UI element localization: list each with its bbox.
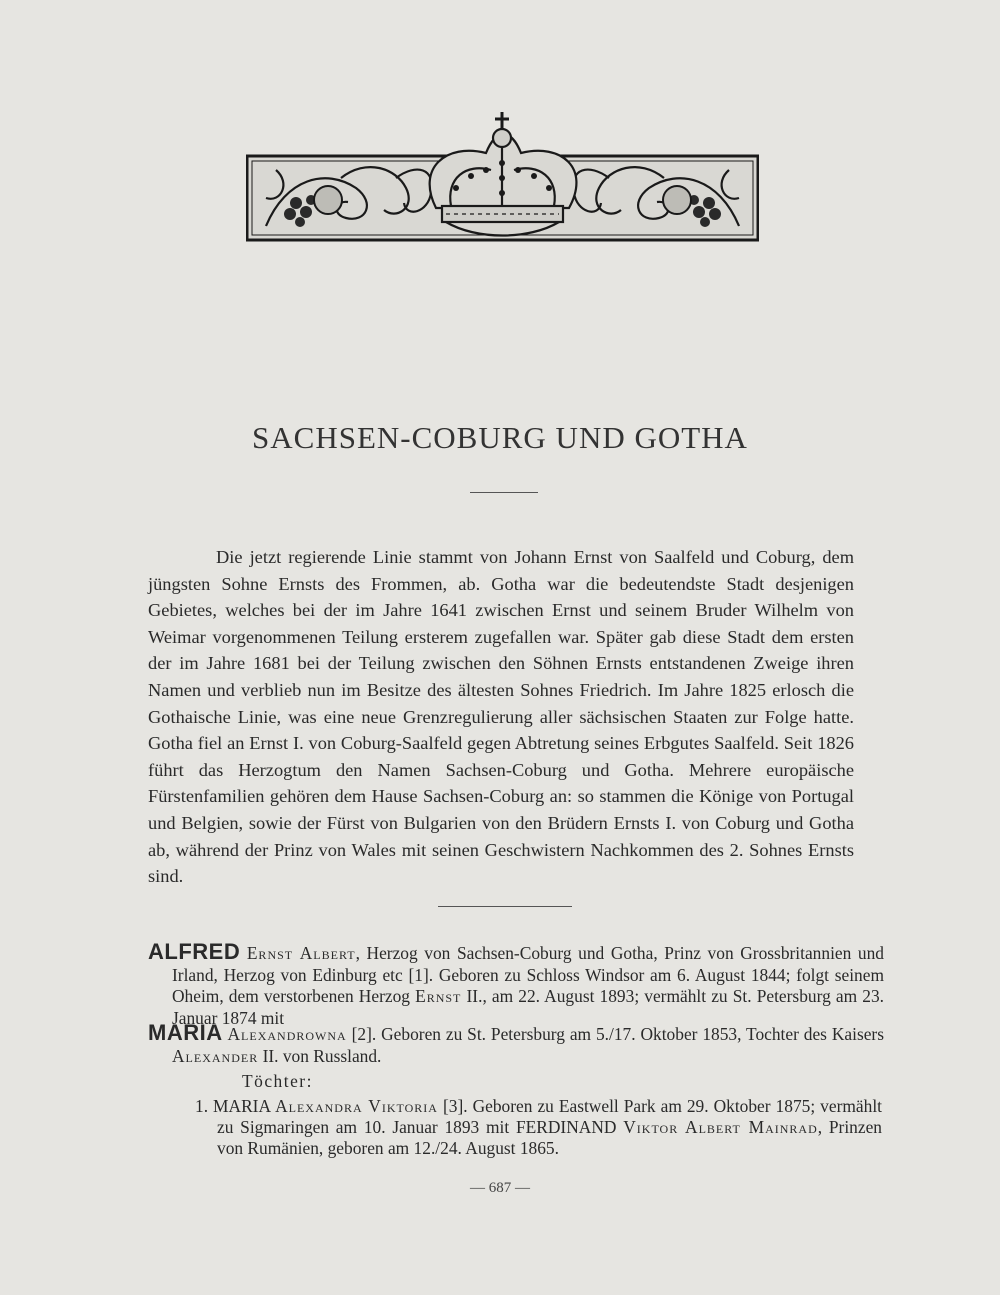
crown-ornament xyxy=(246,108,759,244)
entry-text: II. von Russland. xyxy=(258,1045,382,1066)
entry-uncle-name: Ernst xyxy=(415,986,462,1006)
entry-text: II., am 22. August 1893; vermählt zu St. Petersburg am 23. Januar 1874 mit xyxy=(172,986,884,1028)
entry-maria xyxy=(148,1022,884,1067)
entry-name: ALFRED xyxy=(148,939,241,964)
page-number: — 687 — xyxy=(470,1180,530,1196)
entry-text: , Prinzen von Rumänien, geboren am 12./24. August 1865. xyxy=(217,1117,882,1158)
entry-text: , Herzog von Sachsen-Coburg und Gotha, Prinz von Grossbritannien und Irland, Herzog von Edinburg etc [1]. Geboren zu Schloss Windsor am 6. August 1844; folgt seinem Oheim, dem verstorbenen Herzog xyxy=(172,943,884,1006)
section-divider xyxy=(438,906,572,907)
child-first-name: MARIA xyxy=(213,1096,271,1116)
intro-paragraph: Die jetzt regierende Linie stammt von Johann Ernst von Saalfeld und Coburg, dem jüngsten Sohne Ernsts des Frommen, ab. Gotha war die bedeutendste Stadt desjenigen Gebietes, welches bei der im Jahre 1641 zwischen Ernst und seinem Bruder Wilhelm von Weimar vorgenommenen Teilung ersterem zugefallen war. Später gab diese Stadt dem ersten der im Jahre 1681 bei der Teilung zwischen den Söhnen Ernsts entstandenen Zweige ihren Namen und verblieb nun im Besitze des ältesten Sohnes Friedrich. Im Jahre 1825 erlosch die Gothaische Linie, was eine neue Grenzregulierung aller sächsischen Staaten zur Folge hatte. Gotha fiel an Ernst I. von Coburg-Saalfeld gegen Abtretung seines Erbgutes Saalfeld. Seit 1826 führt das Herzogtum den Namen Sachsen-Coburg und Gotha. Mehrere europäische Fürstenfamilien gehören dem Hause Sachsen-Coburg an: so stammen die Könige von Portugal und Belgien, sowie der Fürst von Bulgarien von den Brüdern Ernsts I. von Coburg und Gotha ab, während der Prinz von Wales mit seinen Geschwistern Nachkommen des 2. Sohnes Ernsts sind. xyxy=(148,547,854,887)
title-divider xyxy=(470,492,538,493)
husband-given-names: Viktor Albert Mainrad xyxy=(623,1117,818,1137)
entry-text: [3]. Geboren zu Eastwell Park am 29. Oktober 1875; vermählt zu Sigmaringen am 10. Januar 1893 mit xyxy=(217,1096,882,1137)
entry-given-names: Alexandrowna xyxy=(227,1024,347,1044)
entry-father-name: Alexander xyxy=(172,1045,259,1066)
page-title: SACHSEN-COBURG UND GOTHA xyxy=(252,420,748,455)
child-entry-1 xyxy=(195,1096,882,1159)
entry-text: [2]. Geboren zu St. Petersburg am 5./17. Oktober 1853, Tochter des Kaisers xyxy=(346,1024,884,1044)
entry-given-names: Ernst Albert xyxy=(246,943,356,963)
entry-alfred xyxy=(148,941,884,1029)
entry-name: MARIA xyxy=(148,1020,223,1045)
child-given-names: Alexandra Viktoria xyxy=(275,1096,438,1116)
child-number: 1. xyxy=(195,1096,209,1116)
daughters-heading: Töchter: xyxy=(242,1071,313,1091)
husband-name: FERDINAND xyxy=(515,1117,617,1137)
